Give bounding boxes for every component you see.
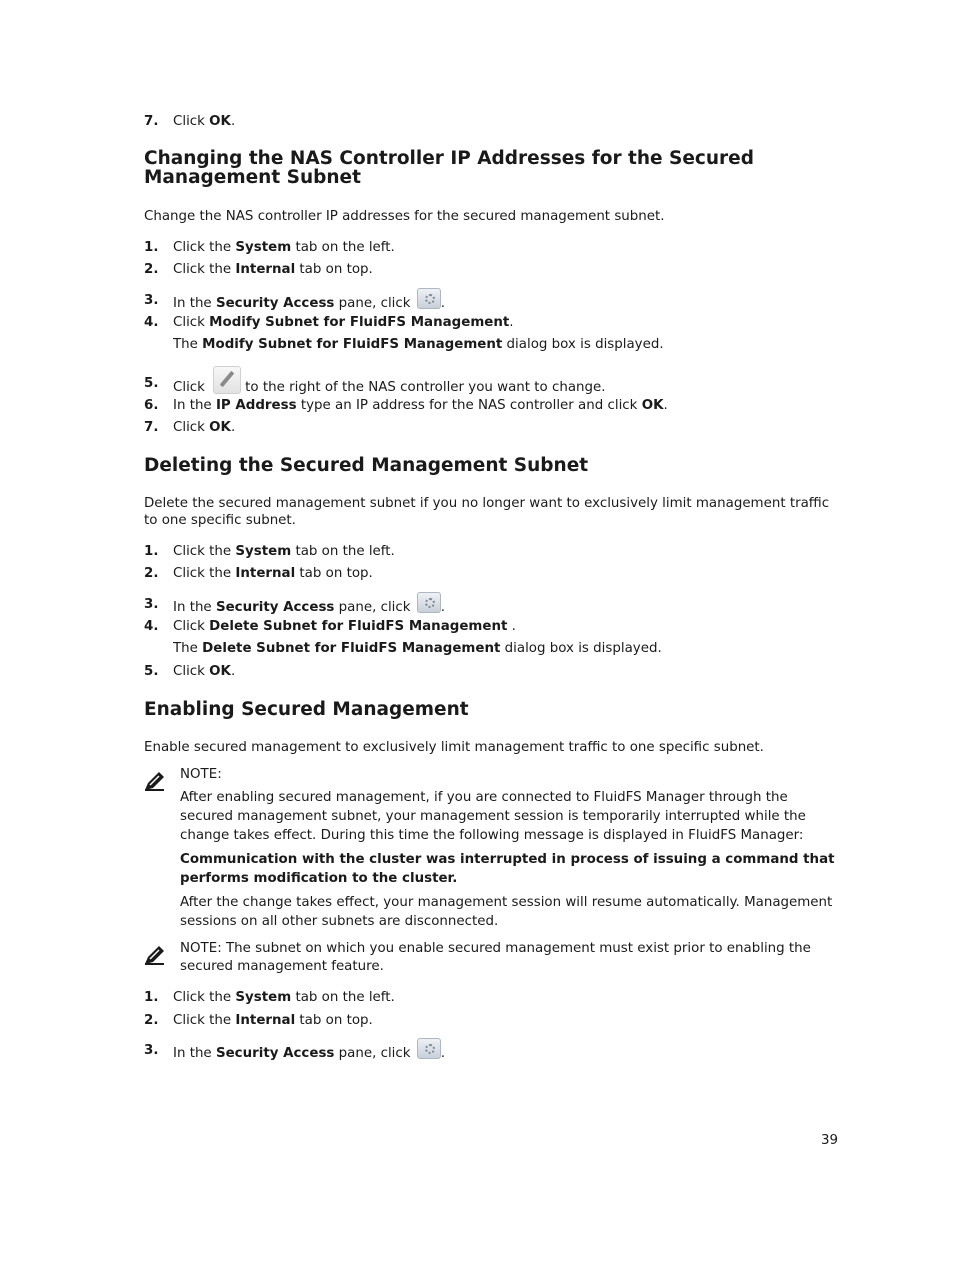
step-number: 5.: [144, 664, 159, 679]
note-message: Communication with the cluster was interrupted in process of issuing a command that performs modification to the cluster.: [180, 852, 835, 886]
step-number: 2.: [144, 1013, 159, 1028]
step-text: Click to the right of the NAS controller you want to change.: [173, 366, 606, 395]
step-subtext: The Delete Subnet for FluidFS Management dialog box is displayed.: [173, 641, 662, 656]
note-label: NOTE:: [180, 767, 222, 782]
step-text: Click the System tab on the left.: [173, 240, 395, 255]
note-text: NOTE: The subnet on which you enable secured management must exist prior to enabling the secured management feature.: [180, 941, 811, 974]
step-number: 6.: [144, 398, 159, 413]
step-text: Click the Internal tab on top.: [173, 262, 373, 277]
step-text: Click OK.: [173, 664, 236, 679]
step-number: 7.: [144, 114, 159, 129]
page-number: 39: [821, 1133, 839, 1148]
step-number: 2.: [144, 262, 159, 277]
step-text: Click the System tab on the left.: [173, 544, 395, 559]
pencil-icon[interactable]: [213, 366, 241, 394]
step-text: Click Delete Subnet for FluidFS Management .: [173, 619, 516, 634]
step-text: In the Security Access pane, click .: [173, 288, 445, 311]
note-pencil-icon: [144, 770, 166, 792]
gear-icon[interactable]: [417, 288, 441, 309]
step-number: 3.: [144, 1043, 159, 1058]
step-text: Click the Internal tab on top.: [173, 566, 373, 581]
step-text: Click OK.: [173, 114, 236, 129]
section-intro: Change the NAS controller IP addresses for the secured management subnet.: [144, 209, 665, 224]
note-text: After the change takes effect, your management session will resume automatically. Management sessions on all other subnets are disconnected.: [180, 895, 833, 929]
step-number: 3.: [144, 293, 159, 308]
step-text: Click OK.: [173, 420, 236, 435]
note-text: After enabling secured management, if you are connected to FluidFS Manager through the secured management subnet, your management session is temporarily interrupted while the change takes effect. During this time the following message is displayed in FluidFS Manager:: [180, 790, 806, 843]
gear-icon[interactable]: [417, 592, 441, 613]
step-text: In the Security Access pane, click .: [173, 1038, 445, 1061]
step-text: Click the Internal tab on top.: [173, 1013, 373, 1028]
step-number: 4.: [144, 315, 159, 330]
section-intro: Delete the secured management subnet if you no longer want to exclusively limit management traffic to one specific subnet.: [144, 496, 830, 528]
step-text: In the IP Address type an IP address for the NAS controller and click OK.: [173, 398, 668, 413]
section-title-delete-subnet: Deleting the Secured Management Subnet: [144, 455, 589, 476]
section-intro: Enable secured management to exclusively limit management traffic to one specific subnet.: [144, 740, 764, 755]
step-number: 1.: [144, 240, 159, 255]
step-subtext: The Modify Subnet for FluidFS Management dialog box is displayed.: [173, 337, 664, 352]
step-number: 2.: [144, 566, 159, 581]
step-number: 3.: [144, 597, 159, 612]
section-title-enable-secured: Enabling Secured Management: [144, 699, 469, 720]
gear-icon[interactable]: [417, 1038, 441, 1059]
step-text: In the Security Access pane, click .: [173, 592, 445, 615]
step-number: 1.: [144, 990, 159, 1005]
step-number: 7.: [144, 420, 159, 435]
step-number: 5.: [144, 376, 159, 391]
step-number: 1.: [144, 544, 159, 559]
step-number: 4.: [144, 619, 159, 634]
note-pencil-icon: [144, 944, 166, 966]
step-text: Click Modify Subnet for FluidFS Management.: [173, 315, 514, 330]
section-title-change-ip: Changing the NAS Controller IP Addresses for the Secured Management Subnet: [144, 148, 754, 188]
step-text: Click the System tab on the left.: [173, 990, 395, 1005]
